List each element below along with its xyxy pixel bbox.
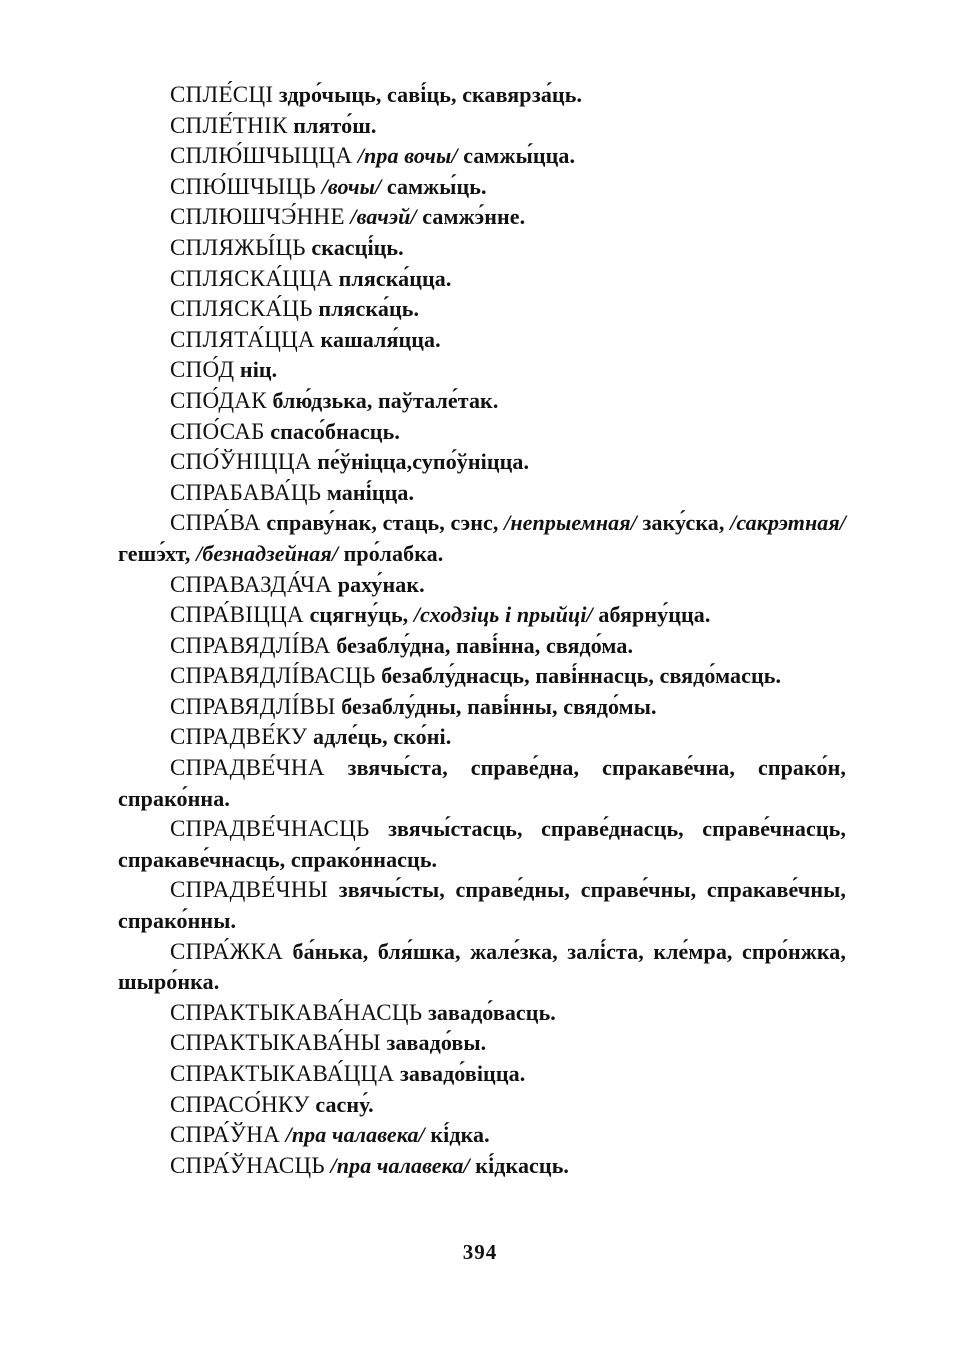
dictionary-entry	[118, 1090, 846, 1121]
entry-synonyms: безаблу́дна, паві́нна, свядо́ма.	[336, 632, 634, 658]
dictionary-entry	[118, 355, 846, 386]
entry-headword: СПЛЮ́ШЧЫЦЦА	[170, 143, 353, 169]
entry-headword: СПРАВЯДЛІ́ВА	[170, 632, 331, 658]
entry-synonyms: звячы́сты, справе́дны, справе́чны, спракаве́чны, спрако́нны.	[118, 877, 846, 934]
dictionary-entry	[118, 998, 846, 1029]
dictionary-entry	[118, 1120, 846, 1151]
entry-synonyms: сцягну́ць,	[309, 602, 409, 628]
dictionary-entry	[118, 111, 846, 142]
dictionary-entry	[118, 172, 846, 203]
entry-headword: СПРАВАЗДА́ЧА	[170, 571, 333, 597]
dictionary-entry	[118, 202, 846, 233]
entry-synonyms: скасці́ць.	[311, 234, 404, 260]
dictionary-entry	[118, 417, 846, 448]
entry-synonyms: заку́ска,	[642, 510, 725, 536]
entry-synonyms: спасо́бнасць.	[270, 418, 400, 444]
entry-synonyms: ніц.	[239, 357, 278, 383]
dictionary-page	[118, 80, 846, 1181]
dictionary-entry	[118, 1151, 846, 1182]
entry-headword: СПРАДВЕ́ЧНЫ	[170, 877, 329, 903]
entry-synonyms: завадо́віцца.	[399, 1061, 526, 1086]
entry-headword: СПРАБАВА́ЦЬ	[170, 479, 322, 505]
entry-usage-note: /безнадзейная/	[196, 540, 339, 566]
entry-headword: СПЛЯЖЫ́ЦЬ	[170, 234, 306, 260]
dictionary-entry	[118, 722, 846, 753]
dictionary-entry	[118, 386, 846, 417]
dictionary-entry	[118, 1059, 846, 1090]
entry-synonyms: абярну́цца.	[598, 602, 711, 628]
entry-headword: СПРАДВЕ́ЧНАСЦЬ	[170, 816, 370, 842]
entry-synonyms: самжы́цца.	[463, 143, 576, 169]
dictionary-entry	[118, 631, 846, 662]
dictionary-entry	[118, 692, 846, 723]
entry-headword: СПО́САБ	[170, 418, 265, 444]
dictionary-entry	[118, 141, 846, 172]
dictionary-entry	[118, 875, 846, 936]
entry-synonyms: здро́чыць, саві́ць, скавярза́ць.	[278, 82, 583, 107]
entry-synonyms: кашаля́цца.	[320, 326, 441, 352]
entry-headword: СПРАДВЕ́КУ	[170, 724, 308, 750]
entry-headword: СПО́Д	[170, 357, 235, 383]
entry-synonyms: самжы́ць.	[386, 173, 487, 199]
entry-headword: СПРАВЯДЛІ́ВАСЦЬ	[170, 663, 376, 689]
entry-synonyms: безаблу́днасць, паві́ннасць, свядо́масць.	[381, 663, 782, 689]
entry-synonyms: завадо́васць.	[427, 999, 556, 1025]
entry-headword: СПО́ДАК	[170, 387, 267, 413]
dictionary-entry	[118, 478, 846, 509]
entry-headword: СПРАВЯДЛІ́ВЫ	[170, 693, 336, 719]
dictionary-entry	[118, 814, 846, 875]
entry-synonyms: блю́дзька, паўтале́так.	[272, 387, 499, 413]
entry-synonyms: мані́цца.	[326, 479, 415, 505]
entry-synonyms: кі́дка.	[430, 1122, 490, 1148]
entry-synonyms: звячы́ста, справе́дна, спракаве́чна, спрако́н, спрако́нна.	[118, 755, 846, 811]
entry-usage-note: /пра чалавека/	[285, 1122, 425, 1148]
dictionary-entry	[118, 508, 846, 569]
entry-headword: СПЛЕ́ТНІК	[170, 112, 288, 138]
entry-usage-note: /пра чалавека/	[330, 1152, 470, 1178]
entry-synonyms: пе́ўніцца,супо́ўніцца.	[317, 449, 530, 475]
entry-synonyms: кі́дкасць.	[475, 1152, 570, 1178]
entry-headword: СПЛЮШЧЭ́ННЕ	[170, 204, 345, 230]
entry-headword: СПРАКТЫКАВА́НАСЦЬ	[170, 999, 423, 1025]
entry-synonyms: пляска́ць.	[318, 296, 420, 322]
entry-synonyms: адле́ць, ско́ні.	[312, 724, 452, 750]
entry-usage-note: /сходзіць і прыйці/	[413, 602, 593, 628]
entry-headword: СПРАДВЕ́ЧНА	[170, 755, 325, 781]
entry-usage-note: /вачэй/	[350, 204, 417, 230]
entry-headword: СПРАКТЫКАВА́ЦЦА	[170, 1061, 395, 1086]
entry-headword: СПРАСО́НКУ	[170, 1091, 310, 1117]
dictionary-entry	[118, 325, 846, 356]
entry-synonyms: безаблу́дны, паві́нны, свядо́мы.	[341, 693, 657, 719]
dictionary-entry	[118, 600, 846, 631]
entry-headword: СПРА́ЎНАСЦЬ	[170, 1152, 325, 1178]
dictionary-entry	[118, 80, 846, 111]
entry-headword: СПЛЯСКА́ЦЬ	[170, 296, 313, 322]
entry-headword: СПРА́ЎНА	[170, 1122, 281, 1148]
entry-headword: СПЮ́ШЧЫЦЬ	[170, 173, 317, 199]
entry-headword: СПЛЕ́СЦІ	[170, 82, 274, 107]
entry-synonyms: ба́нька, бля́шка, жале́зка, залі́ста, кле́мра, спро́нжка, шыро́нка.	[118, 938, 847, 995]
entry-headword: СПРА́ВА	[170, 510, 261, 536]
entry-usage-note: /сакрэтная/	[730, 510, 847, 536]
dictionary-entry	[118, 264, 846, 295]
entry-headword: СПРА́ЖКА	[170, 938, 284, 964]
entry-headword: СПЛЯТА́ЦЦА	[170, 326, 315, 352]
entry-synonyms: справу́нак, стаць, сэнс,	[266, 510, 499, 536]
entry-synonyms: пляска́цца.	[338, 265, 452, 291]
entry-synonyms: звячы́стасць, справе́днасць, справе́чнасць, спракаве́чнасць, спрако́ннасць.	[118, 816, 846, 872]
entry-headword: СПРАКТЫКАВА́НЫ	[170, 1030, 381, 1056]
entry-synonyms: плято́ш.	[293, 112, 377, 138]
dictionary-entry	[118, 570, 846, 601]
entry-synonyms: раху́нак.	[337, 571, 425, 597]
entry-usage-note: /непрыемная/	[504, 510, 637, 536]
dictionary-entry	[118, 1028, 846, 1059]
entry-synonyms: про́лабка.	[343, 540, 444, 566]
page-number: 394	[462, 1240, 498, 1264]
dictionary-entry	[118, 661, 846, 692]
entry-usage-note: /пра вочы/	[357, 143, 458, 169]
dictionary-entry	[118, 233, 846, 264]
entry-usage-note: /вочы/	[321, 173, 382, 199]
dictionary-entry	[118, 294, 846, 325]
entry-headword: СПО́ЎНІЦЦА	[170, 449, 312, 475]
dictionary-entry	[118, 937, 846, 998]
entry-synonyms: завадо́вы.	[386, 1030, 487, 1056]
entry-synonyms: гешэ́хт,	[118, 540, 191, 566]
entry-synonyms: сасну́.	[315, 1091, 374, 1117]
entry-synonyms: самжэ́нне.	[422, 204, 526, 230]
entry-headword: СПЛЯСКА́ЦЦА	[170, 265, 334, 291]
dictionary-entry	[118, 753, 846, 814]
entry-headword: СПРА́ВІЦЦА	[170, 602, 304, 628]
dictionary-entry	[118, 447, 846, 478]
